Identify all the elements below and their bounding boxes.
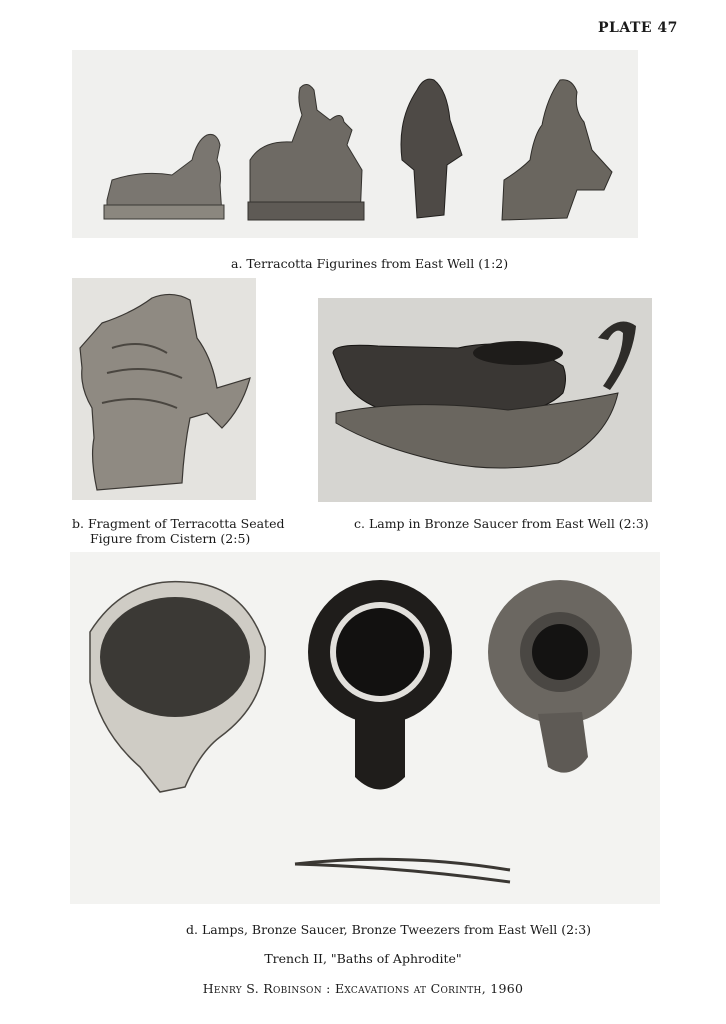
caption-c: c. Lamp in Bronze Saucer from East Well (2:3) [354,516,649,531]
credit-line: Henry S. Robinson : Excavations at Corinth, 1960 [202,981,524,996]
lamps-photo [70,552,660,904]
fragment-photo [72,278,256,500]
trench-line: Trench II, "Baths of Aphrodite" [264,951,462,966]
plate-label: PLATE 47 [598,20,678,36]
fragment-icon [72,278,256,500]
figurines-photo [72,50,638,238]
lamp-photo [318,298,652,502]
caption-b-line2: Figure from Cistern (2:5) [90,531,251,546]
caption-d: d. Lamps, Bronze Saucer, Bronze Tweezers from East Well (2:3) [186,922,592,937]
caption-a: a. Terracotta Figurines from East Well (1:2) [231,256,509,271]
figurines-icon [72,50,638,238]
lamps-icon [70,552,660,904]
caption-b-line1: b. Fragment of Terracotta Seated [72,516,285,531]
lamp-icon [318,298,652,502]
